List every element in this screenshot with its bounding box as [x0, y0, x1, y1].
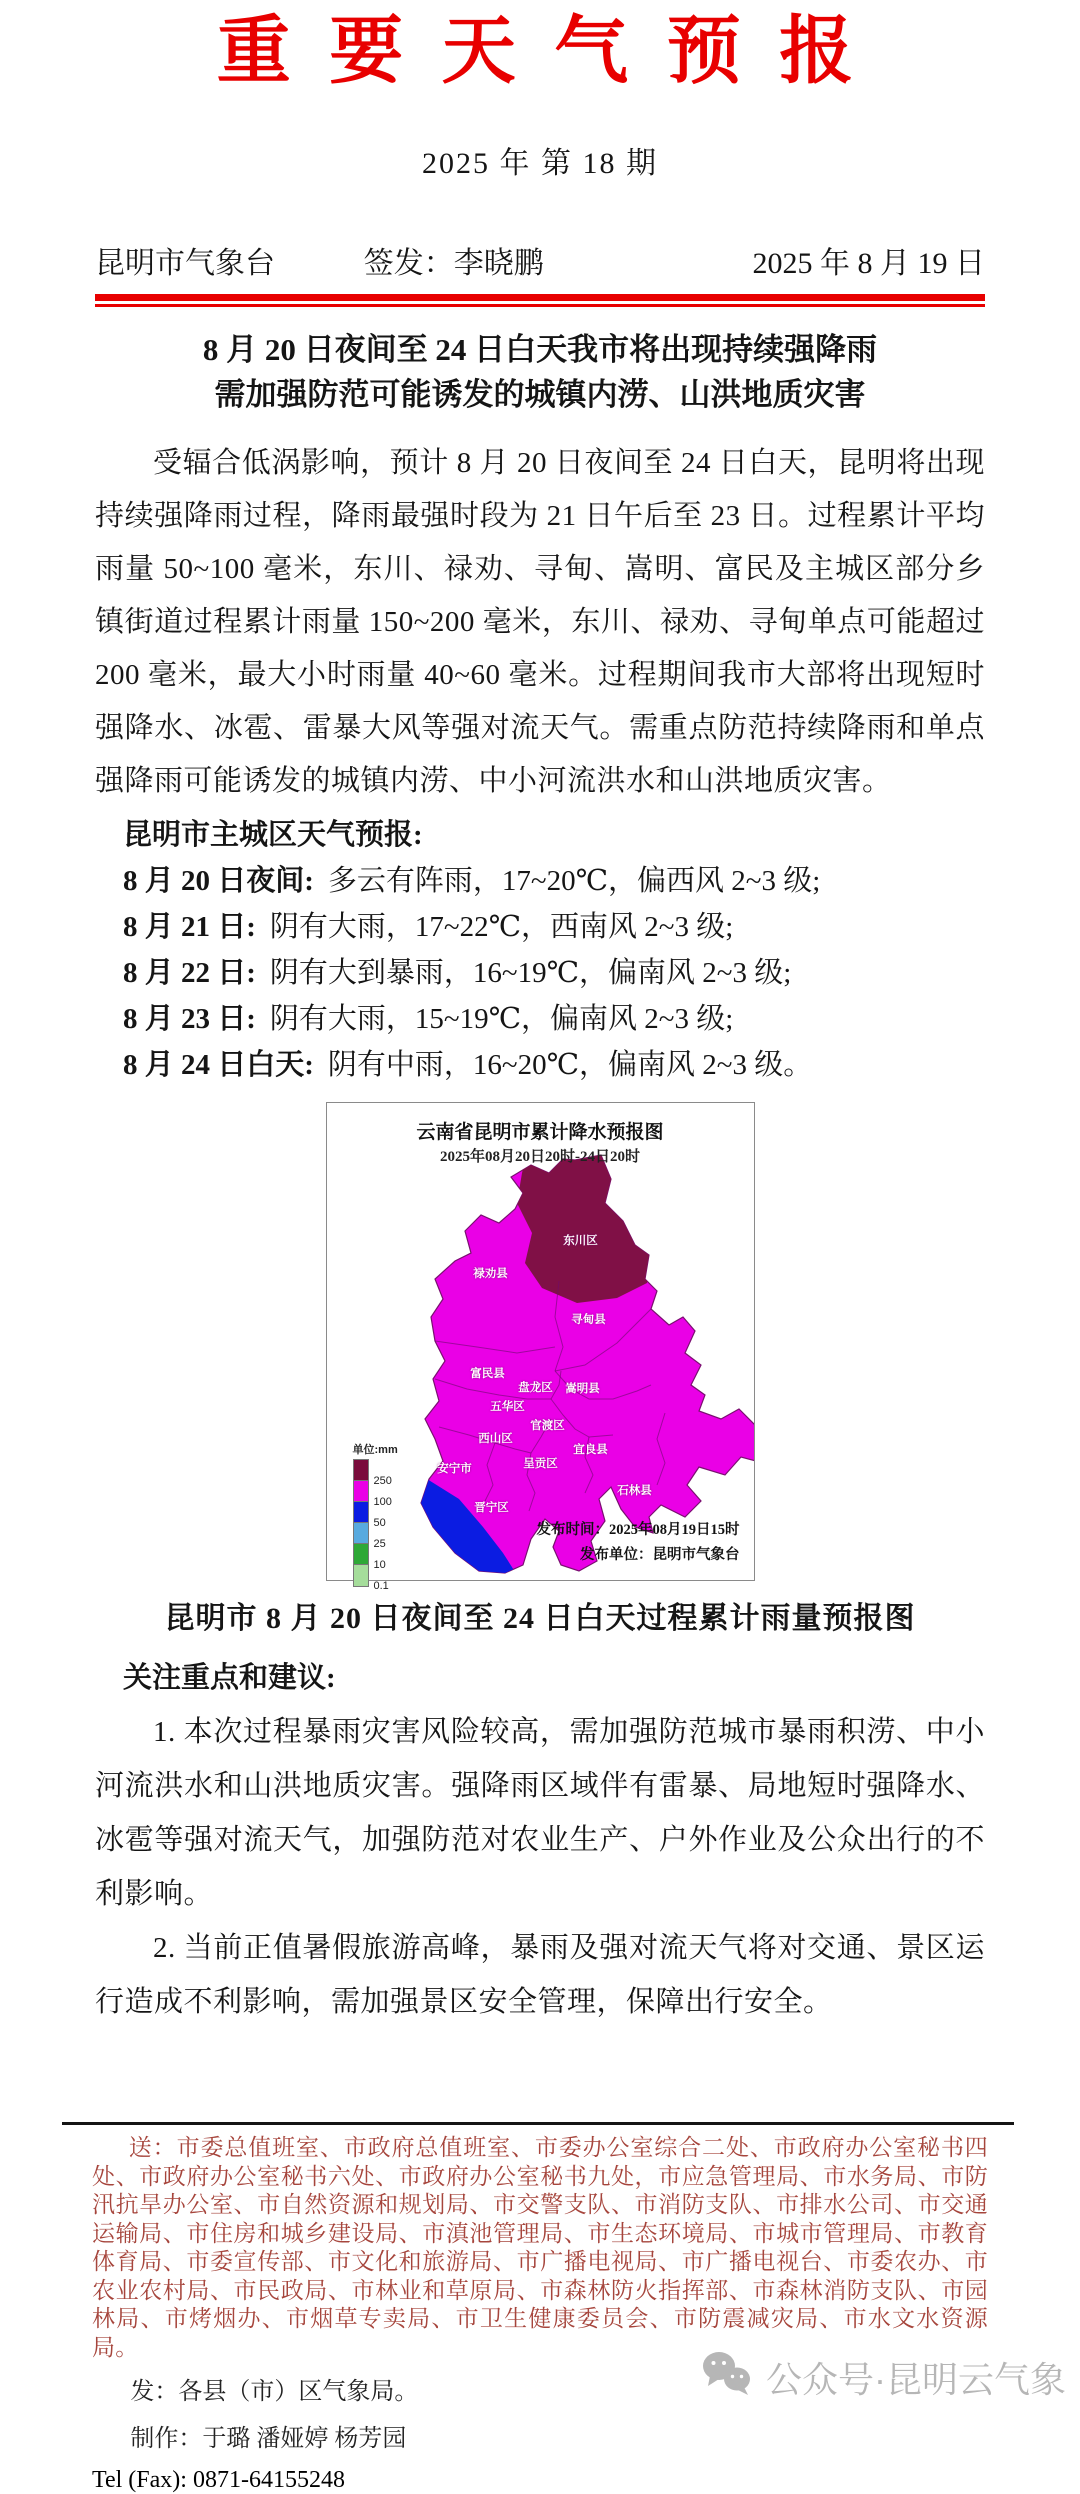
- forecast-text: 阴有大到暴雨，16~19℃，偏南风 2~3 级;: [269, 957, 792, 989]
- forecast-day: 8 月 20 日夜间:: [123, 865, 314, 897]
- district-label: 嵩明县: [565, 1383, 600, 1395]
- forecast-line: [123, 858, 985, 904]
- legend-label: 50: [373, 1517, 386, 1529]
- footer-divider: [62, 2122, 1014, 2125]
- forecast-text: 阴有大雨，15~19℃，偏南风 2~3 级;: [269, 1003, 734, 1035]
- forecast-day: 8 月 21 日:: [123, 911, 256, 943]
- distribution-list: 送：市委总值班室、市政府总值班室、市委办公室综合二处、市政府办公室秘书四处、市政府办公室秘书六处、市政府办公室秘书九处，市应急管理局、市水务局、市防汛抗旱办公室、市自然资源和规划局、市交警支队、市消防支队、市排水公司、市交通运输局、市住房和城乡建设局、市滇池管理局、市生态环境局、市城市管理局、市教育体育局、市委宣传部、市文化和旅游局、市广播电视局、市广播电视台、市委农办、市农业农村局、市民政局、市林业和草原局、市森林防火指挥部、市森林消防支队、市园林局、市烤烟办、市烟草专卖局、市卫生健康委员会、市防震减灾局、市水文水资源局。: [92, 2135, 988, 2360]
- forecast-line: [123, 1042, 985, 1088]
- district-label: 盘龙区: [518, 1382, 553, 1394]
- district-label: 西山区: [478, 1433, 513, 1445]
- signer: 签发：李晓鹏: [363, 247, 544, 280]
- legend-label: 250: [373, 1475, 392, 1487]
- forecast-text: 多云有阵雨，17~20℃，偏西风 2~3 级;: [327, 865, 821, 897]
- district-label: 石林县: [617, 1485, 652, 1497]
- forecast-day: 8 月 23 日:: [123, 1003, 256, 1035]
- legend-swatch: [353, 1564, 369, 1587]
- district-label: 官渡区: [530, 1420, 565, 1432]
- district-label: 寻甸县: [571, 1314, 606, 1326]
- issue-to-line: 发：各县（市）区气象局。: [130, 2379, 419, 2405]
- district-label: 呈贡区: [523, 1458, 558, 1470]
- legend-rows: [353, 1461, 398, 1592]
- map-region-over-250mm: [517, 1148, 652, 1303]
- suggestion-paragraph: 2. 当前正值暑假旅游高峰，暴雨及强对流天气将对交通、景区运行造成不利影响，需加强景区安全管理，保障出行安全。: [95, 1932, 985, 2018]
- legend-swatch: [353, 1543, 369, 1566]
- legend-label: 10: [373, 1559, 386, 1571]
- wechat-label: 公众号·昆明云气象: [766, 2359, 1066, 2400]
- district-label: 宜良县: [573, 1444, 608, 1456]
- producers-line: 制作：于璐 潘娅婷 杨芳园: [130, 2426, 407, 2452]
- issue-number: 2025 年 第 18 期: [422, 147, 658, 180]
- forecast-title: 昆明市主城区天气预报:: [123, 819, 423, 851]
- document-title: 重 要 天 气 预 报: [216, 11, 864, 93]
- forecast-list: [123, 858, 985, 1088]
- map-legend: [352, 1441, 398, 1592]
- legend-label: 25: [373, 1538, 386, 1550]
- district-label: 晋宁区: [474, 1502, 509, 1514]
- headline: [95, 327, 985, 417]
- district-label: 禄劝县: [473, 1268, 508, 1280]
- footer: [92, 2134, 988, 2494]
- district-label: 富民县: [470, 1368, 505, 1380]
- forecast-line: [123, 904, 985, 950]
- legend-row: [353, 1461, 398, 1487]
- headline-line1: 8 月 20 日夜间至 24 日白天我市将出现持续强降雨: [202, 332, 878, 367]
- legend-label: 0.1: [373, 1580, 389, 1592]
- forecast-day: 8 月 22 日:: [123, 957, 256, 989]
- suggestion-list: [95, 1705, 985, 2029]
- legend-swatch: [353, 1459, 369, 1482]
- map-issuer: 发布单位：昆明市气象台: [580, 1547, 740, 1563]
- legend-label: 100: [373, 1496, 392, 1508]
- legend-swatch: [353, 1501, 369, 1524]
- forecast-block: [95, 812, 985, 1088]
- summary-paragraph: 受辐合低涡影响，预计 8 月 20 日夜间至 24 日白天，昆明将出现持续强降雨过程，降雨最强时段为 21 日午后至 23 日。过程累计平均雨量 50~100 毫米，东川、禄劝、寻甸、嵩明、富民及主城区部分乡镇街道过程累计雨量 150~200 毫米，东川、禄劝、寻甸单点可能超过 200 毫米，最大小时雨量 40~60 毫米。过程期间我市大部将出现短时强降水、冰雹、雷暴大风等强对流天气。需重点防范持续降雨和单点强降雨可能诱发的城镇内涝、中小河流洪水和山洪地质灾害。: [95, 447, 985, 797]
- map-issue-time: 发布时间：2025年08月19日15时: [536, 1522, 740, 1538]
- map-title: 云南省昆明市累计降水预报图: [416, 1122, 664, 1143]
- forecast-line: [123, 950, 985, 996]
- district-label: 安宁市: [437, 1463, 472, 1475]
- map-figure: [326, 1102, 755, 1592]
- forecast-text: 阴有中雨，16~20℃，偏南风 2~3 级。: [327, 1049, 813, 1081]
- wechat-icon: [700, 2350, 754, 2405]
- red-divider: [95, 294, 985, 307]
- legend-swatch: [353, 1480, 369, 1503]
- map-caption: 昆明市 8 月 20 日夜间至 24 日白天过程累计雨量预报图: [164, 1602, 916, 1635]
- legend-swatch: [353, 1522, 369, 1545]
- wechat-badge: [700, 2350, 1066, 2405]
- headline-line2: 需加强防范可能诱发的城镇内涝、山洪地质灾害: [214, 377, 866, 412]
- legend-unit: 单位:mm: [352, 1444, 398, 1456]
- forecast-line: [123, 996, 985, 1042]
- issue-date: 2025 年 8 月 19 日: [752, 247, 985, 280]
- tel-line: Tel (Fax): 0871-64155248: [92, 2467, 345, 2493]
- suggestion-paragraph: 1. 本次过程暴雨灾害风险较高，需加强防范城市暴雨积涝、中小河流洪水和山洪地质灾害。强降雨区域伴有雷暴、局地短时强降水、冰雹等强对流天气，加强防范对农业生产、户外作业及公众出行的不利影响。: [95, 1716, 985, 1910]
- forecast-text: 阴有大雨，17~22℃，西南风 2~3 级;: [269, 911, 734, 943]
- suggestions-title: 关注重点和建议:: [123, 1662, 336, 1694]
- district-label: 五华区: [490, 1401, 525, 1413]
- map-subtitle: 2025年08月20日20时-24日20时: [440, 1149, 640, 1165]
- district-label: 东川区: [563, 1235, 598, 1247]
- suggestions-block: [95, 1651, 985, 2029]
- agency-row: [95, 238, 985, 282]
- forecast-day: 8 月 24 日白天:: [123, 1049, 314, 1081]
- agency-name: 昆明市气象台: [95, 247, 275, 280]
